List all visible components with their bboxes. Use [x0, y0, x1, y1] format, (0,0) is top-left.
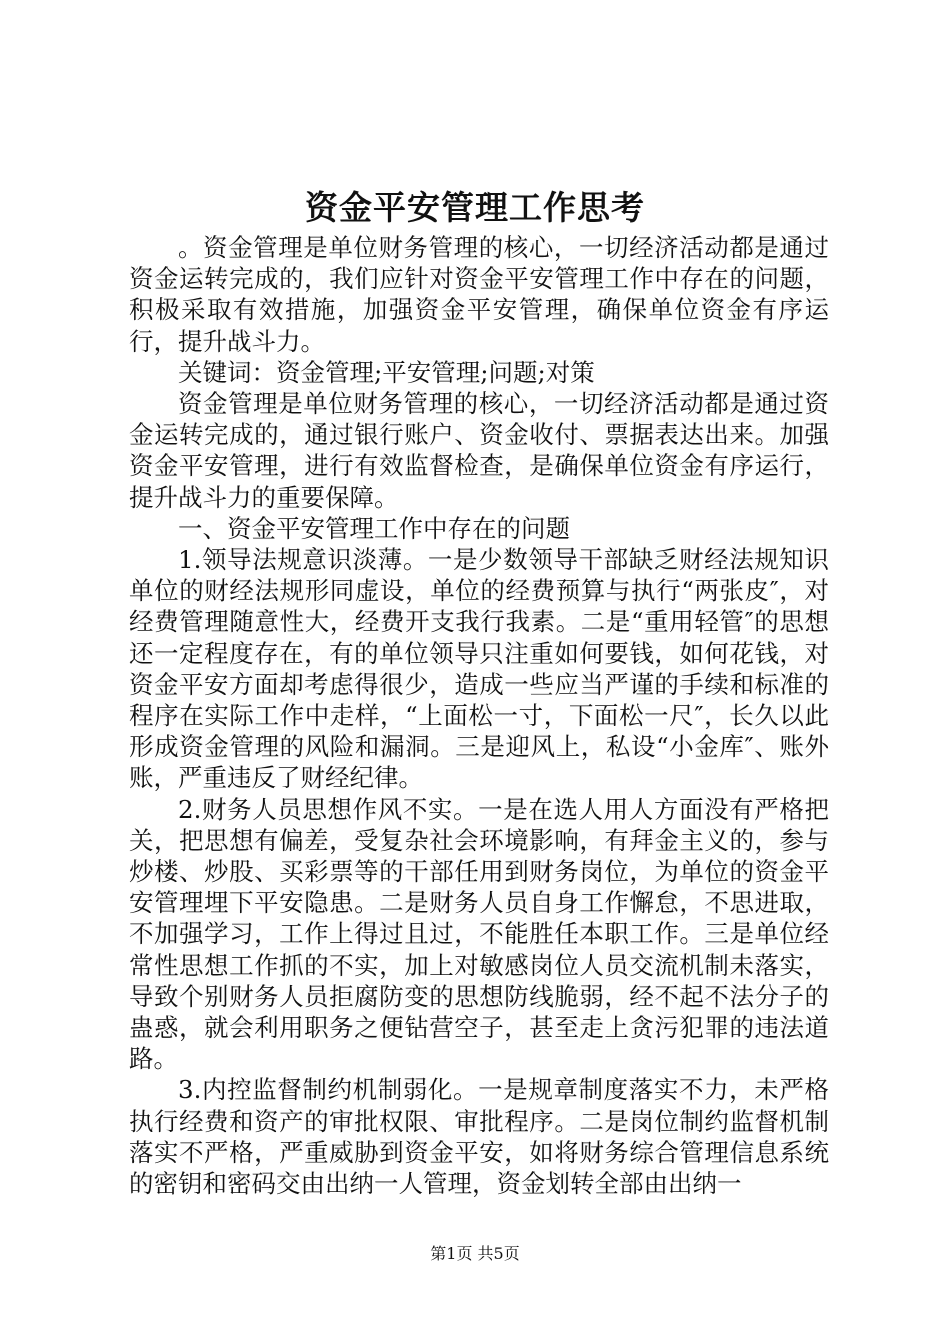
abstract-paragraph: 。资金管理是单位财务管理的核心，一切经济活动都是通过资金运转完成的，我们应针对资金平安管理工作中存在的问题，积极采取有效措施，加强资金平安管理，确保单位资金有序运行，提升战斗力。 [129, 233, 829, 356]
intro-paragraph: 资金管理是单位财务管理的核心，一切经济活动都是通过资金运转完成的，通过银行账户、资金收付、票据表达出来。加强资金平安管理，进行有效监督检查，是确保单位资金有序运行，提升战斗力的重要保障。 [129, 389, 829, 512]
section-heading: 一、资金平安管理工作中存在的问题 [178, 513, 570, 543]
body-paragraph: 1.领导法规意识淡薄。一是少数领导干部缺乏财经法规知识单位的财经法规形同虚设，单位的经费预算与执行“两张皮″，对经费管理随意性大，经费开支我行我素。二是“重用轻管″的思想还一定程度存在，有的单位领导只注重如何要钱，如何花钱，对资金平安方面却考虑得很少，造成一些应当严谨的手续和标准的程序在实际工作中走样，“上面松一寸，下面松一尺″，长久以此形成资金管理的风险和漏洞。三是迎风上，私设“小金库″、账外账，严重违反了财经纪律。 [129, 545, 829, 793]
document-body [129, 232, 829, 1199]
body-paragraph: 3.内控监督制约机制弱化。一是规章制度落实不力，未严格执行经费和资产的审批权限、审批程序。二是岗位制约监督机制落实不严格，严重威胁到资金平安，如将财务综合管理信息系统的密钥和密码交由出纳一人管理，资金划转全部由出纳一 [129, 1075, 829, 1199]
body-paragraph: 2.财务人员思想作风不实。一是在选人用人方面没有严格把关，把思想有偏差，受复杂社会环境影响，有拜金主义的，参与炒楼、炒股、买彩票等的干部任用到财务岗位，为单位的资金平安管理埋下平安隐患。二是财务人员自身工作懈怠，不思进取，不加强学习，工作上得过且过，不能胜任本职工作。三是单位经常性思想工作抓的不实，加上对敏感岗位人员交流机制未落实，导致个别财务人员拒腐防变的思想防线脆弱，经不起不法分子的蛊惑，就会利用职务之便钻营空子，甚至走上贪污犯罪的违法道路。 [129, 794, 829, 1074]
page-number: 第1页 共5页 [430, 1244, 520, 1263]
document-title: 资金平安管理工作思考 [305, 188, 645, 227]
keywords-paragraph: 关键词：资金管理;平安管理;问题;对策 [178, 357, 595, 387]
